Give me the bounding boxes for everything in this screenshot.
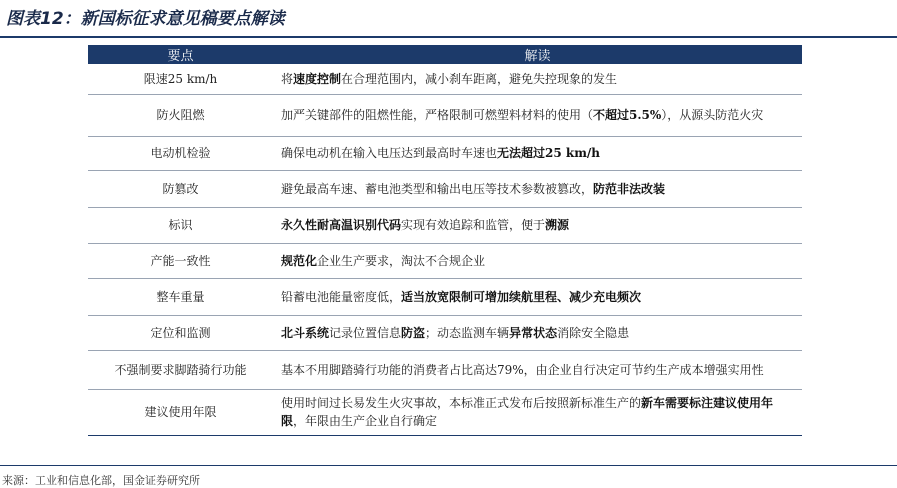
emphasis-text: 防盗 [401,325,426,340]
table-row [88,94,802,136]
body-text: ，年限由生产企业自行确定 [293,414,438,428]
row-value [273,136,802,170]
emphasis-text: 防范非法改装 [593,181,666,196]
emphasis-text: 速度控制 [293,71,342,86]
source-note: 来源：工业和信息化部，国金证券研究所 [2,474,200,487]
title-divider [0,36,897,38]
body-text: 基本不用脚踏骑行功能的消费者占比高达79%，由企业自行决定可节约生产成本增强实用性 [281,362,764,377]
header-key: 要点 [88,45,273,64]
body-text: 在合理范围内，减小刹车距离，避免失控现象的发生 [341,71,618,86]
table-row [88,207,802,243]
table-row [88,170,802,207]
row-key: 建议使用年限 [88,389,273,435]
emphasis-text: 新车需要标注建议使用年限 [281,396,774,428]
table-row [88,64,802,94]
emphasis-text: 无法超过25 km/h [497,146,601,160]
body-text: 记录位置信息 [329,325,402,340]
row-key: 电动机检验 [88,136,273,170]
body-text: 消除安全隐患 [557,325,630,340]
emphasis-text: 适当放宽限制可增加续航里程、减少充电频次 [401,289,642,304]
footer-divider [0,465,897,466]
body-text: ；动态监测车辆 [425,325,510,340]
table-row [88,350,802,389]
table-header-row [88,45,802,64]
row-key: 整车重量 [88,278,273,315]
header-value: 解读 [273,45,802,64]
table-row [88,315,802,350]
emphasis-text: 异常状态 [509,325,558,340]
row-value [273,350,802,389]
row-value [273,278,802,315]
figure-title: 图表12：新国标征求意见稿要点解读 [6,9,285,29]
row-key: 限速25 km/h [88,64,273,94]
row-value [273,207,802,243]
row-key: 不强制要求脚踏骑行功能 [88,350,273,389]
table-row [88,243,802,278]
row-key: 定位和监测 [88,315,273,350]
body-text: 使用时间过长易发生火灾事故，本标准正式发布后按照新标准生产的 [281,396,642,410]
row-value [273,243,802,278]
emphasis-text: 不超过5.5% [593,108,662,122]
emphasis-text: 北斗系统 [281,325,330,340]
row-value [273,170,802,207]
row-key: 产能一致性 [88,243,273,278]
row-value [273,389,802,435]
emphasis-text: 永久性耐高温识别代码 [281,218,402,232]
summary-table [88,45,802,436]
table-row [88,278,802,315]
row-key: 防火阻燃 [88,94,273,136]
body-text: 加严关键部件的阻燃性能，严格限制可燃塑料材料的使用（ [281,108,594,122]
emphasis-text: 规范化 [281,253,318,268]
body-text: 确保电动机在输入电压达到最高时车速也 [281,146,498,160]
body-text: 将 [281,71,294,86]
body-text: 铅蓄电池能量密度低， [281,289,402,304]
row-key: 防篡改 [88,170,273,207]
row-value [273,315,802,350]
table-row [88,136,802,170]
row-value [273,64,802,94]
table-row [88,389,802,435]
emphasis-text: 溯源 [545,218,570,232]
body-text: 企业生产要求，淘汰不合规企业 [317,253,486,268]
body-text: ），从源头防范火灾 [661,108,764,122]
row-value [273,94,802,136]
body-text: 避免最高车速、蓄电池类型和输出电压等技术参数被篡改， [281,181,594,196]
body-text: 实现有效追踪和监管，便于 [401,218,546,232]
row-key: 标识 [88,207,273,243]
